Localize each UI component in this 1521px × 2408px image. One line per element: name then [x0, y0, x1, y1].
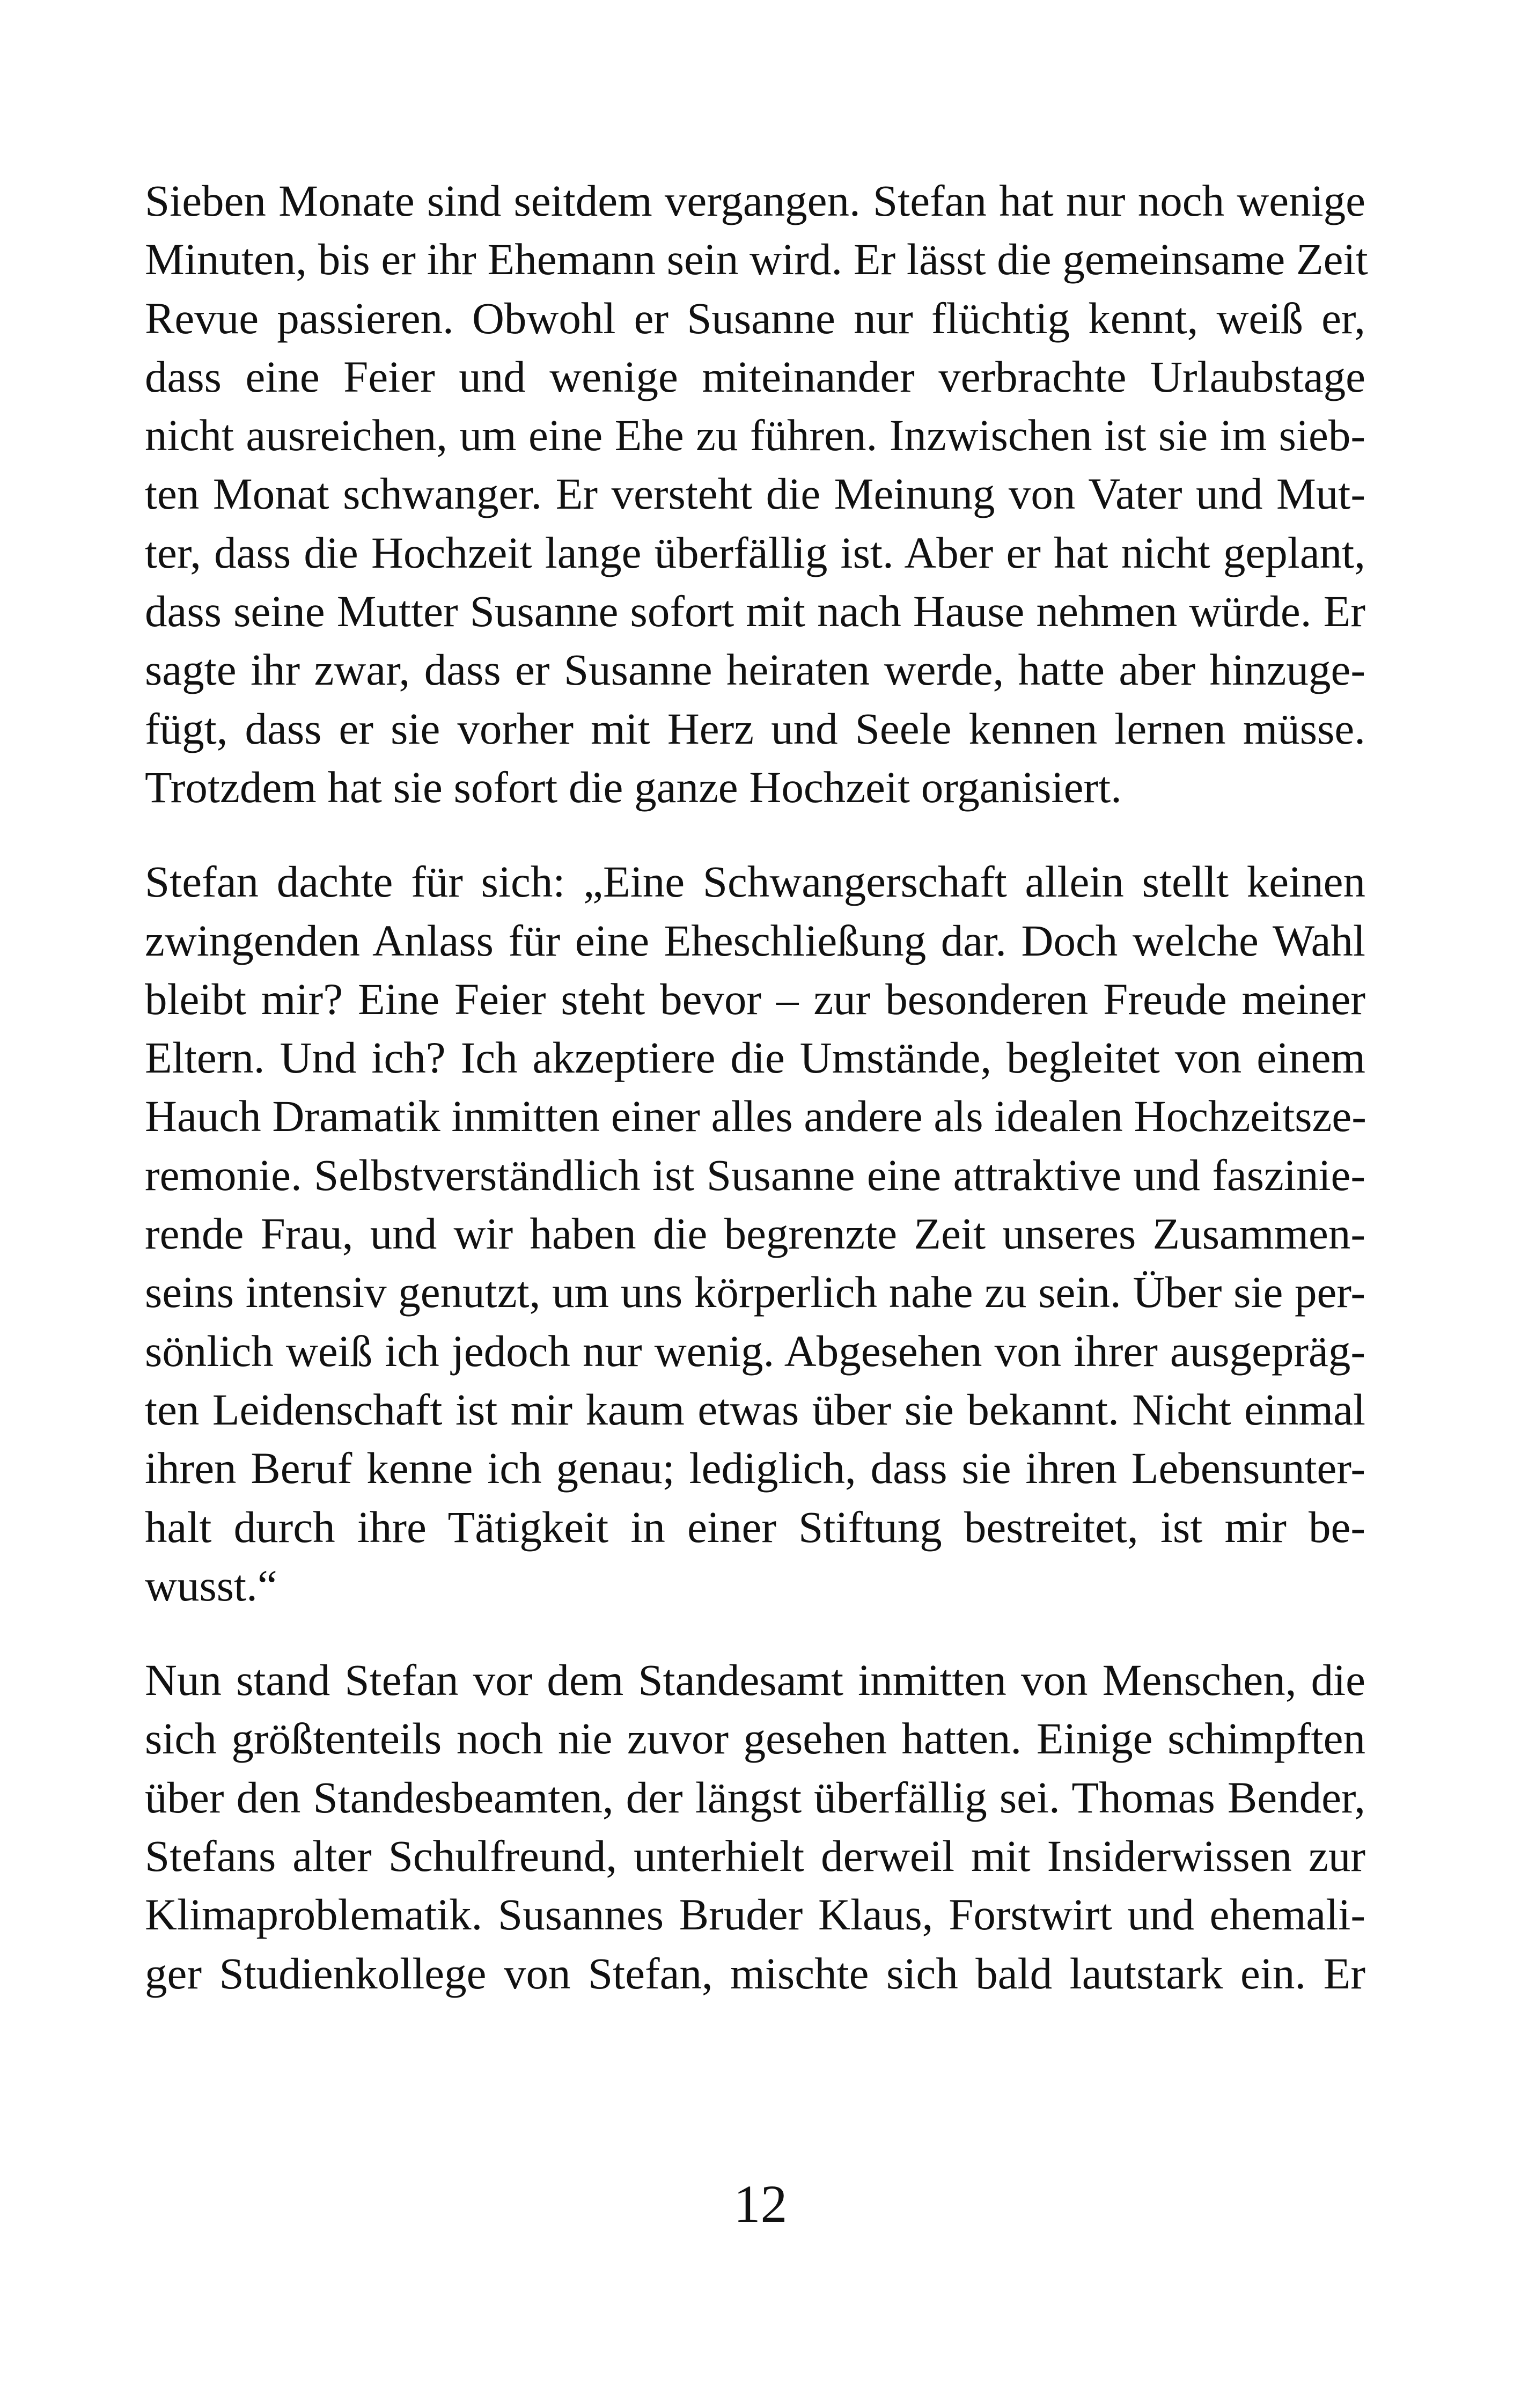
text-line: Trotzdem hat sie sofort die ganze Hochzeit organisiert.: [145, 762, 1122, 812]
text-line: dass eine Feier und wenige miteinander verbrachte Urlaubstage: [145, 351, 1365, 401]
text-line: Nun stand Stefan vor dem Standesamt inmitten von Menschen, die: [145, 1655, 1365, 1705]
paragraph-1: [145, 172, 1368, 817]
text-line: ihren Beruf kenne ich genau; lediglich, dass sie ihren Lebensunter-: [145, 1443, 1365, 1493]
text-line: Hauch Dramatik inmitten einer alles andere als idealen Hochzeitsze-: [145, 1091, 1366, 1141]
text-line: Klimaproblematik. Susannes Bruder Klaus, Forstwirt und ehemali-: [145, 1890, 1365, 1940]
text-line: bleibt mir? Eine Feier steht bevor – zur besonderen Freude meiner: [145, 974, 1365, 1024]
text-line: über den Standesbeamten, der längst überfällig sei. Thomas Bender,: [145, 1772, 1365, 1822]
text-line: dass seine Mutter Susanne sofort mit nach Hause nehmen würde. Er: [145, 586, 1365, 636]
text-line: Stefans alter Schulfreund, unterhielt derweil mit Insiderwissen zur: [145, 1831, 1365, 1881]
paragraph-2: [145, 853, 1365, 1615]
page-body: [145, 172, 1368, 2003]
paragraph-3: [145, 1651, 1365, 2003]
text-line: halt durch ihre Tätigkeit in einer Stiftung bestreitet, ist mir be-: [145, 1502, 1365, 1552]
text-line: rende Frau, und wir haben die begrenzte Zeit unseres Zusammen-: [145, 1209, 1365, 1259]
text-line: Eltern. Und ich? Ich akzeptiere die Umstände, begleitet von einem: [145, 1033, 1365, 1083]
text-line: sönlich weiß ich jedoch nur wenig. Abgesehen von ihrer ausgepräg-: [145, 1326, 1365, 1376]
text-line: Minuten, bis er ihr Ehemann sein wird. Er lässt die gemeinsame Zeit: [145, 234, 1368, 284]
text-line: sich größtenteils noch nie zuvor gesehen hatten. Einige schimpften: [145, 1714, 1365, 1764]
text-line: Sieben Monate sind seitdem vergangen. Stefan hat nur noch wenige: [145, 176, 1365, 225]
text-line: ger Studienkollege von Stefan, mischte sich bald lautstark ein. Er: [145, 1948, 1365, 1998]
text-line: Stefan dachte für sich: „Eine Schwangerschaft allein stellt keinen: [145, 857, 1365, 907]
text-line: sagte ihr zwar, dass er Susanne heiraten werde, hatte aber hinzuge-: [145, 645, 1365, 695]
text-line: remonie. Selbstverständlich ist Susanne eine attraktive und faszinie-: [145, 1150, 1365, 1200]
page-number: 12: [733, 2174, 788, 2234]
text-line: ter, dass die Hochzeit lange überfällig ist. Aber er hat nicht geplant,: [145, 527, 1365, 577]
text-line: ten Leidenschaft ist mir kaum etwas über sie bekannt. Nicht einmal: [145, 1384, 1365, 1434]
text-line: zwingenden Anlass für eine Eheschließung dar. Doch welche Wahl: [145, 915, 1365, 965]
text-line: ten Monat schwanger. Er versteht die Meinung von Vater und Mut-: [145, 469, 1365, 519]
text-line: Revue passieren. Obwohl er Susanne nur flüchtig kennt, weiß er,: [145, 293, 1365, 343]
text-line: fügt, dass er sie vorher mit Herz und Seele kennen lernen müsse.: [145, 703, 1365, 753]
text-line: wusst.“: [145, 1560, 277, 1610]
text-line: seins intensiv genutzt, um uns körperlich nahe zu sein. Über sie per-: [145, 1267, 1365, 1317]
text-line: nicht ausreichen, um eine Ehe zu führen. Inzwischen ist sie im sieb-: [145, 410, 1365, 460]
